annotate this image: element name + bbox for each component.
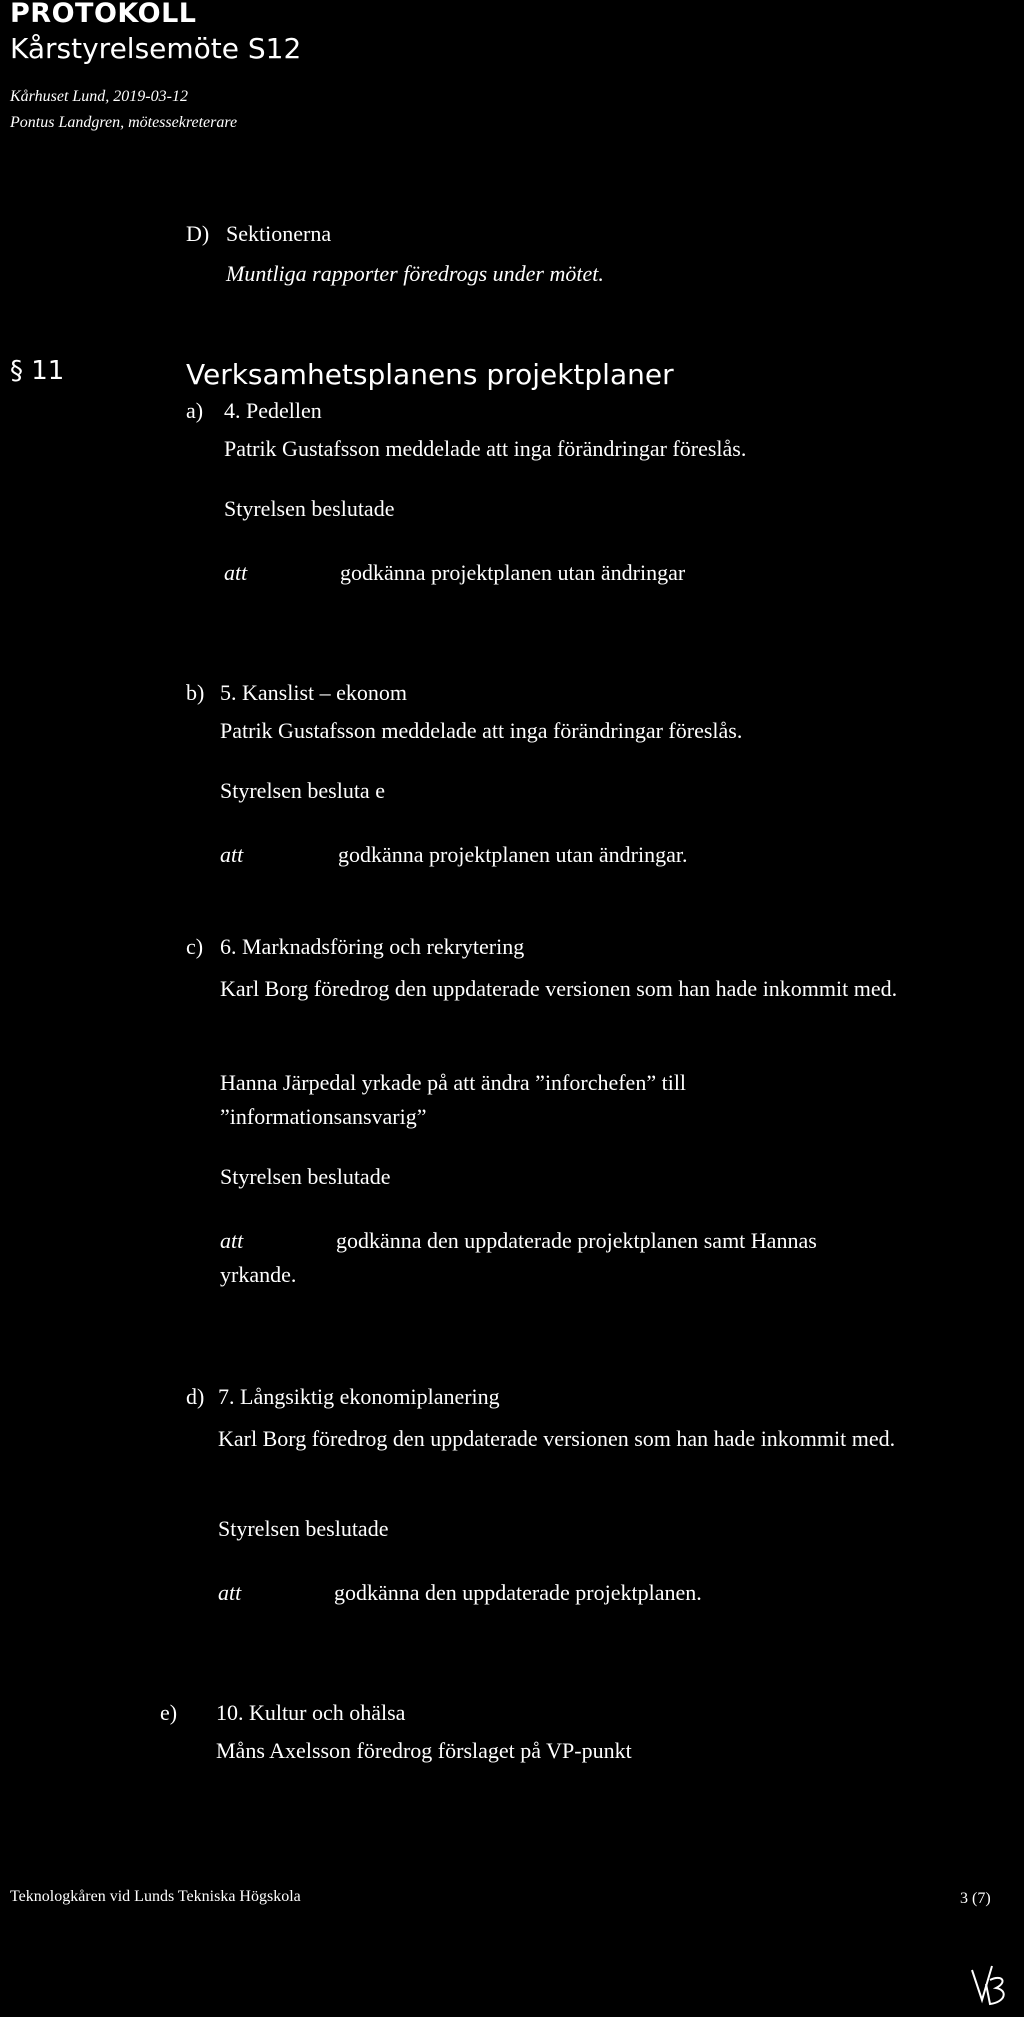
item-text: Patrik Gustafsson meddelade att inga förändringar föreslås. (224, 436, 747, 461)
att-label: att (224, 560, 248, 585)
section-title: Verksamhetsplanens projektplaner (186, 358, 674, 391)
att-label: att (218, 1580, 242, 1605)
page-number: 3 (7) (960, 1890, 991, 1907)
signature-initials (968, 1960, 1012, 2010)
meeting-place-date: Kårhuset Lund, 2019-03-12 (10, 88, 188, 105)
item-marker: b) (186, 680, 205, 705)
item-note: Muntliga rapporter föredrogs under mötet. (226, 261, 604, 286)
decision-label: Styrelsen beslutade (220, 1164, 391, 1189)
item-heading: 10. Kultur och ohälsa (216, 1700, 406, 1725)
item-marker: e) (160, 1700, 178, 1725)
item-marker: a) (186, 398, 204, 423)
decision-label: Styrelsen besluta e (220, 778, 385, 803)
item-heading: Sektionerna (226, 221, 332, 246)
item-marker: d) (186, 1384, 205, 1409)
item-text: Patrik Gustafsson meddelade att inga förändringar föreslås. (220, 718, 743, 743)
item-text: Karl Borg föredrog den uppdaterade versionen som han hade inkommit med. (220, 976, 898, 1001)
motion-text-cont: ”informationsansvarig” (220, 1104, 427, 1129)
motion-text: Hanna Järpedal yrkade på att ändra ”inforchefen” till (220, 1070, 687, 1095)
footer-organization: Teknologkåren vid Lunds Tekniska Högskola (10, 1888, 301, 1905)
item-text: Karl Borg föredrog den uppdaterade versionen som han hade inkommit med. (218, 1426, 896, 1451)
att-label: att (220, 1228, 244, 1253)
att-text: godkänna projektplanen utan ändringar. (338, 842, 688, 867)
item-heading: 5. Kanslist – ekonom (220, 680, 407, 705)
item-heading: 4. Pedellen (224, 398, 322, 423)
document-title: PROTOKOLL (10, 0, 197, 29)
item-text: Måns Axelsson föredrog förslaget på VP-punkt (216, 1738, 632, 1763)
meeting-name: Kårstyrelsemöte S12 (10, 32, 302, 65)
section-number: § 11 (10, 356, 65, 386)
att-label: att (220, 842, 244, 867)
initials-signature-icon (968, 1960, 1012, 2010)
att-text-cont: yrkande. (220, 1262, 297, 1287)
att-text: godkänna projektplanen utan ändringar (340, 560, 686, 585)
att-text: godkänna den uppdaterade projektplanen samt Hannas (336, 1228, 817, 1253)
meeting-secretary: Pontus Landgren, mötessekreterare (10, 114, 238, 131)
decision-label: Styrelsen beslutade (224, 496, 395, 521)
att-text: godkänna den uppdaterade projektplanen. (334, 1580, 702, 1605)
item-heading: 7. Långsiktig ekonomiplanering (218, 1384, 500, 1409)
item-heading: 6. Marknadsföring och rekrytering (220, 934, 525, 959)
decision-label: Styrelsen beslutade (218, 1516, 389, 1541)
item-marker: D) (186, 221, 210, 246)
item-marker: c) (186, 934, 204, 959)
